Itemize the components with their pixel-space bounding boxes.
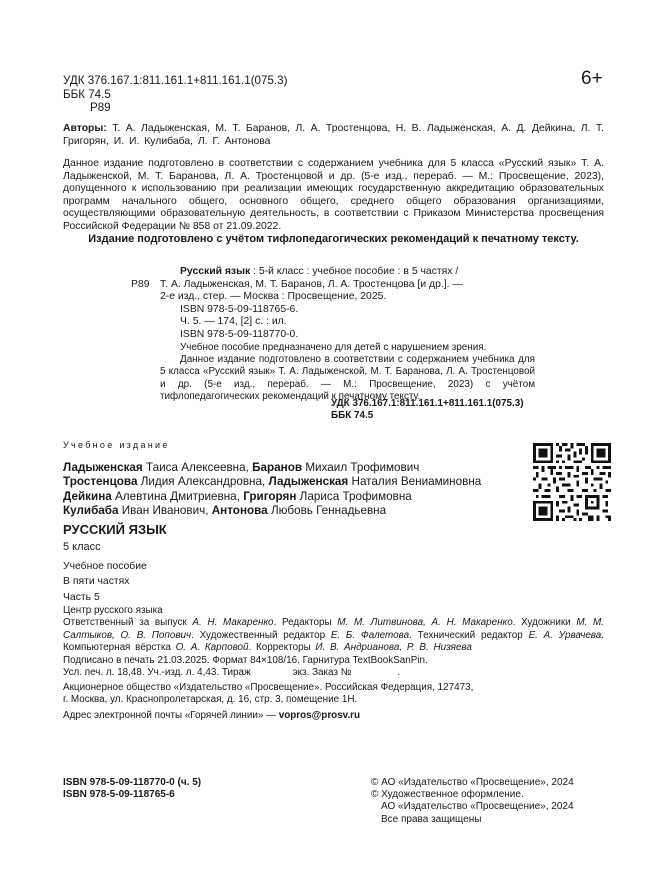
preparation-note: Данное издание подготовлено в соответствии с содержанием учебника для 5 класса «Русский язык» Т. А. Ладыженской, М. Т. Баранова, Л. А. Тростенцовой и др. (5-е изд., перераб. — М.: Просвещение, 2023), допущенного к использованию при реализации имеющих государственную аккредитацию образовательных программ начального общего, основного общего, среднего общего образования организациями, осуществляющими образовательную деятельность, в соответствии с Приказом Министерства просвещения Российской Федерации № 858 от 21.09.2022. — [63, 158, 604, 232]
tiflo-note: Издание подготовлено с учётом тифлопедагогических рекомендаций к печатному тексту. — [88, 233, 579, 245]
credits-block — [63, 605, 604, 654]
edition-label: Учебное издание — [63, 440, 170, 450]
copyright-line-1: © АО «Издательство «Просвещение», 2024 — [371, 777, 574, 788]
udk-label: УДК — [63, 74, 85, 87]
card-note-1: Учебное пособие предназначено для детей с нарушением зрения. — [180, 342, 487, 353]
copyright-line-2: © Художественное оформление. — [371, 789, 524, 801]
given-names: Таиса Алексеевна — [146, 461, 246, 474]
book-parts: В пяти частях — [63, 576, 130, 588]
card-part: Ч. 5. — 174, [2] с. : ил. — [180, 316, 287, 328]
center-name: Центр русского языка — [63, 605, 163, 616]
catalog-card — [131, 266, 535, 342]
given-names: Наталия Вениаминовна — [351, 475, 482, 489]
copyright-block — [371, 777, 574, 826]
age-rating: 6+ — [581, 68, 603, 89]
print-line-2: Усл. печ. л. 18,48. Уч.-изд. л. 4,43. Тираж экз. Заказ № . — [63, 667, 401, 679]
catalog-card-udk — [331, 398, 524, 423]
editors-names: М. М. Литвинова, А. Н. Макаренко — [337, 617, 513, 629]
given-names: Лидия Александровна — [140, 475, 262, 489]
catalog-card-notes — [160, 342, 535, 403]
udk-value: 376.167.1:811.161.1+811.161.1(075.3) — [87, 74, 288, 87]
book-grade: 5 класс — [63, 541, 101, 553]
isbn-block — [63, 777, 201, 801]
card-bbk-line: ББК 74.5 — [331, 410, 374, 422]
book-kind-block — [63, 559, 147, 605]
given-names: Любовь Геннадьевна — [270, 504, 387, 518]
card-line-2-text: Т. А. Ладыженская, М. Т. Баранов, Л. А. Тростенцова [и др.]. — — [160, 278, 463, 290]
card-title: Русский язык — [180, 266, 251, 277]
credits-paragraph: Ответственный за выпуск А. Н. Макаренко. Редакторы М. М. Литвинова, А. Н. Макаренко. Художники М. М. Салтыков, О. В. Попович. Художественный редактор Е. Б. Фалетова. Технический редактор Е. А. Урвачева. Компьютерная вёрстка О. А. Карповой. Корректоры И. В. Андрианова, Р. В. Низяева — [63, 617, 605, 653]
author-mark: Р89 — [90, 101, 111, 115]
given-names: Алевтина Дмитриевна — [115, 489, 237, 503]
copyright-line-4: Все права защищены — [381, 813, 482, 825]
publisher-line-1: Акционерное общество «Издательство «Просвещение». Российская Федерация, 127473, — [63, 682, 474, 693]
bbk-label: ББК — [63, 87, 85, 101]
names-row: Дейкина Алевтина Дмитриевна, Григорян Лариса Трофимовна — [63, 489, 412, 503]
authors-paragraph — [63, 123, 604, 148]
book-title: РУССКИЙ ЯЗЫК — [63, 522, 167, 537]
hotline — [63, 710, 360, 722]
publisher-address — [63, 682, 604, 707]
art-editor-name: Е. Б. Фалетова — [330, 629, 410, 641]
layout-name: О. А. Карповой — [175, 641, 249, 653]
card-code: Р89 — [131, 278, 150, 290]
print-info — [63, 655, 604, 680]
authors-label: Авторы: — [63, 123, 107, 134]
artists-names: М. М. Салтыков, О. В. Попович — [63, 617, 605, 641]
udk-row — [63, 74, 287, 88]
card-line-1 — [131, 266, 535, 279]
card-isbn-part: ISBN 978-5-09-118770-0. — [180, 328, 299, 340]
hotline-label: Адрес электронной почты «Горячей линии» — — [63, 710, 279, 721]
given-names: Иван Иванович — [121, 504, 206, 518]
surname: Кулибаба — [63, 504, 119, 518]
surname: Дейкина — [63, 489, 112, 503]
classification-block — [63, 74, 287, 115]
given-names: Лариса Трофимовна — [299, 489, 412, 503]
given-names: Михаил Трофимович — [305, 461, 420, 474]
names-row: Тростенцова Лидия Александровна, Ладыженская Наталия Вениаминовна — [63, 475, 482, 489]
card-line-1-rest: : 5-й класс : учебное пособие : в 5 частях / — [250, 266, 459, 277]
surname: Антонова — [211, 504, 268, 518]
card-line-3: 2-е изд., стер. — Москва : Просвещение, 2025. — [160, 291, 387, 303]
surname: Ладыженская — [63, 461, 143, 474]
full-names-list — [63, 461, 481, 519]
names-row: Кулибаба Иван Иванович, Антонова Любовь Геннадьевна — [63, 504, 387, 518]
card-isbn-set: ISBN 978-5-09-118765-6. — [180, 303, 299, 315]
qr-code-icon[interactable] — [530, 440, 614, 524]
copyright-line-3: АО «Издательство «Просвещение», 2024 — [381, 801, 574, 813]
card-line-2 — [131, 279, 535, 292]
surname: Тростенцова — [63, 475, 138, 489]
card-note-2: Данное издание подготовлено в соответствии с содержанием учебника для 5 класса «Русский язык» Т. А. Ладыженской, М. Т. Баранова, Л. А. Тростенцовой и др. (5-е изд., перераб. — М.: Просвещение, 2023) с учётом тифлопедагогических рекомендаций к печатному тексту. — [160, 354, 535, 402]
surname: Баранов — [252, 461, 303, 474]
surname: Григорян — [243, 489, 297, 503]
authors-list: Т. А. Ладыженская, М. Т. Баранов, Л. А. Тростенцова, Н. В. Ладыженская, А. Д. Дейкина, Л. Т. Григорян, И. И. Кулибаба, Л. Г. Антонова — [63, 123, 604, 147]
names-row: Ладыженская Таиса Алексеевна, Баранов Михаил Трофимович — [63, 461, 420, 474]
surname: Ладыженская — [268, 475, 349, 489]
responsible-name: А. Н. Макаренко — [192, 617, 274, 629]
isbn-set: ISBN 978-5-09-118765-6 — [63, 789, 175, 801]
publisher-line-2: г. Москва, ул. Краснопролетарская, д. 16, стр. 3, помещение 1Н. — [63, 694, 358, 706]
hotline-email-link[interactable]: vopros@prosv.ru — [278, 710, 361, 721]
card-udk-line: УДК 376.167.1:811.161.1+811.161.1(075.3) — [331, 398, 524, 409]
bbk-row — [63, 88, 287, 102]
bbk-value: 74.5 — [88, 87, 111, 101]
book-part: Часть 5 — [63, 591, 100, 603]
book-kind: Учебное пособие — [63, 561, 147, 572]
tech-editor-name: Е. А. Урвачева — [528, 629, 602, 641]
isbn-part: ISBN 978-5-09-118770-0 (ч. 5) — [63, 777, 202, 788]
print-line-1: Подписано в печать 21.03.2025. Формат 84×108/16. Гарнитура TextBookSanPin. — [63, 655, 428, 666]
correctors-names: И. В. Андрианова, Р. В. Низяева — [315, 641, 472, 653]
